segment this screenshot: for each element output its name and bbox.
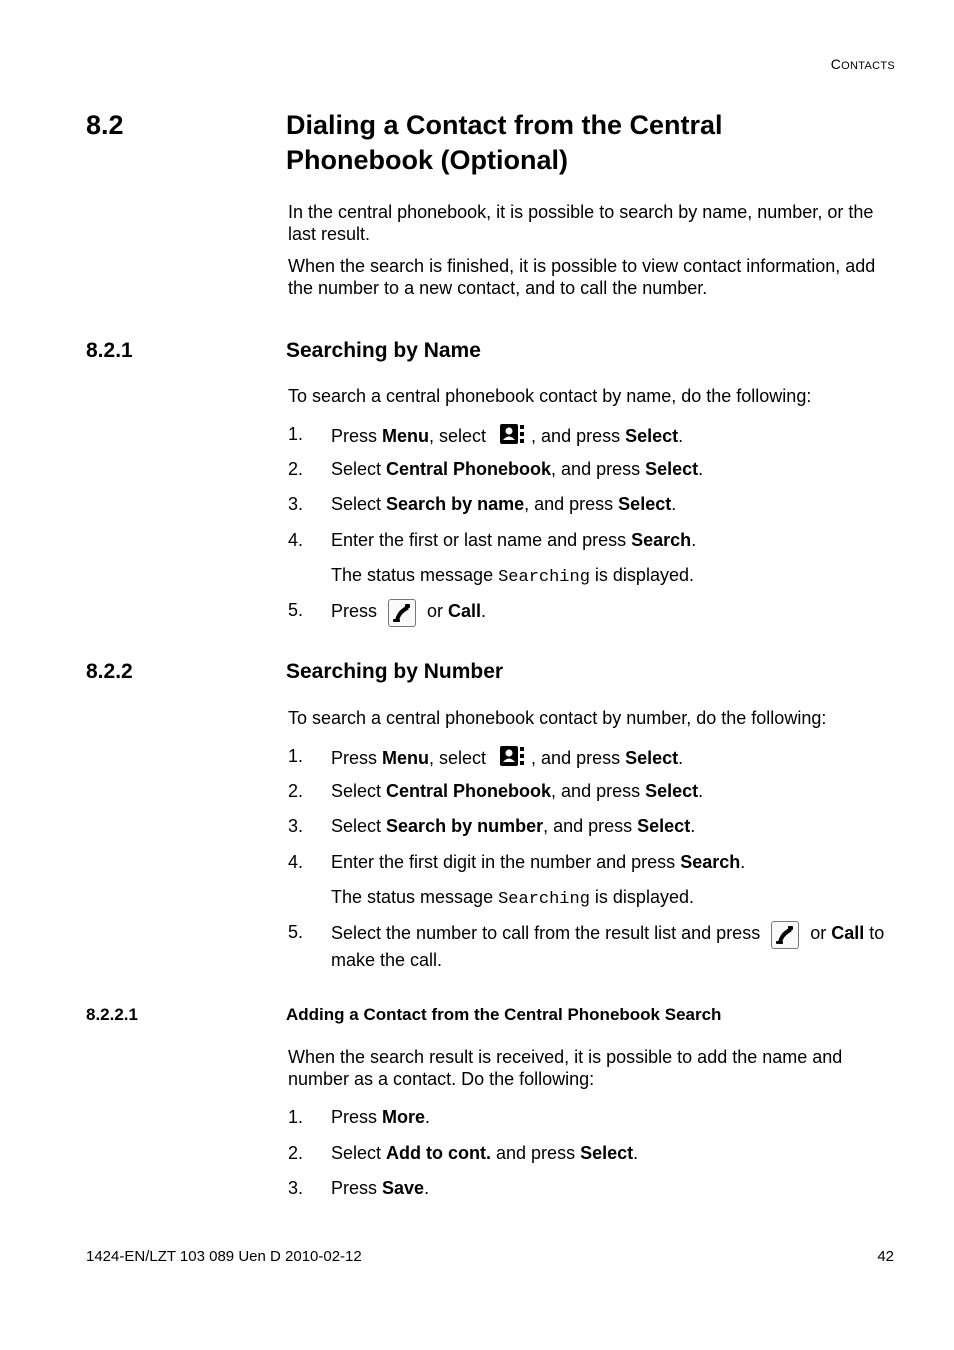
step-text: Press Save. xyxy=(331,1178,430,1198)
step-text: Select the number to call from the result list and press or Call to make the call. xyxy=(331,923,885,970)
paragraph: To search a central phonebook contact by name, do the following: xyxy=(288,386,812,406)
paragraph: In the central phonebook, it is possible to search by name, number, or the last result. xyxy=(288,202,874,244)
subsection-number: 8.2.2 xyxy=(86,660,133,683)
paragraph: To search a central phonebook contact by number, do the following: xyxy=(288,708,827,728)
subsection-number: 8.2.1 xyxy=(86,339,133,362)
step-number: 2. xyxy=(288,459,304,479)
step-number: 1. xyxy=(288,746,304,766)
step-text: Press Menu, select , and press Select. xyxy=(331,745,896,769)
step-text: Press More. xyxy=(331,1107,431,1127)
step-number: 4. xyxy=(288,530,304,550)
paragraph: When the search is finished, it is possible to view contact information, add the number to a new contact, and to call the number. xyxy=(288,256,876,298)
contacts-icon xyxy=(499,423,525,445)
document-id: 1424-EN/LZT 103 089 Uen D 2010-02-12 xyxy=(86,1248,362,1265)
step-number: 5. xyxy=(288,922,304,942)
step-text: Select Central Phonebook, and press Select. xyxy=(331,781,704,801)
step-text: Enter the first digit in the number and press Search. xyxy=(331,852,746,872)
step-number: 3. xyxy=(288,1178,304,1198)
step-number: 2. xyxy=(288,781,304,801)
page-number: 42 xyxy=(877,1248,894,1265)
step-number: 5. xyxy=(288,600,304,620)
step-number: 3. xyxy=(288,816,304,836)
subsection-title: Searching by Name xyxy=(286,339,481,362)
section-title: Dialing a Contact from the Central Phonebook (Optional) xyxy=(286,110,723,175)
status-note: The status message Searching is displayed. xyxy=(331,565,694,587)
status-note: The status message Searching is displayed. xyxy=(331,887,694,909)
phone-call-icon xyxy=(771,921,799,949)
step-number: 4. xyxy=(288,852,304,872)
step-text: Press or Call. xyxy=(331,599,896,627)
section-number: 8.2 xyxy=(86,110,124,140)
subsubsection-number: 8.2.2.1 xyxy=(86,1005,138,1024)
step-text: Select Search by number, and press Select. xyxy=(331,816,696,836)
subsubsection-title: Adding a Contact from the Central Phonebook Search xyxy=(286,1005,722,1024)
step-number: 2. xyxy=(288,1143,304,1163)
paragraph: When the search result is received, it is possible to add the name and number as a contact. Do the following: xyxy=(288,1047,843,1089)
step-text: Select Search by name, and press Select. xyxy=(331,494,677,514)
phone-call-icon xyxy=(388,599,416,627)
step-text: Enter the first or last name and press Search. xyxy=(331,530,697,550)
contacts-icon xyxy=(499,745,525,767)
running-header: CONTACTS xyxy=(830,56,895,72)
step-number: 1. xyxy=(288,1107,304,1127)
step-text: Select Add to cont. and press Select. xyxy=(331,1143,639,1163)
subsection-title: Searching by Number xyxy=(286,660,504,683)
step-text: Select Central Phonebook, and press Select. xyxy=(331,459,704,479)
step-number: 3. xyxy=(288,494,304,514)
step-number: 1. xyxy=(288,424,304,444)
step-text: Press Menu, select , and press Select. xyxy=(331,423,896,447)
